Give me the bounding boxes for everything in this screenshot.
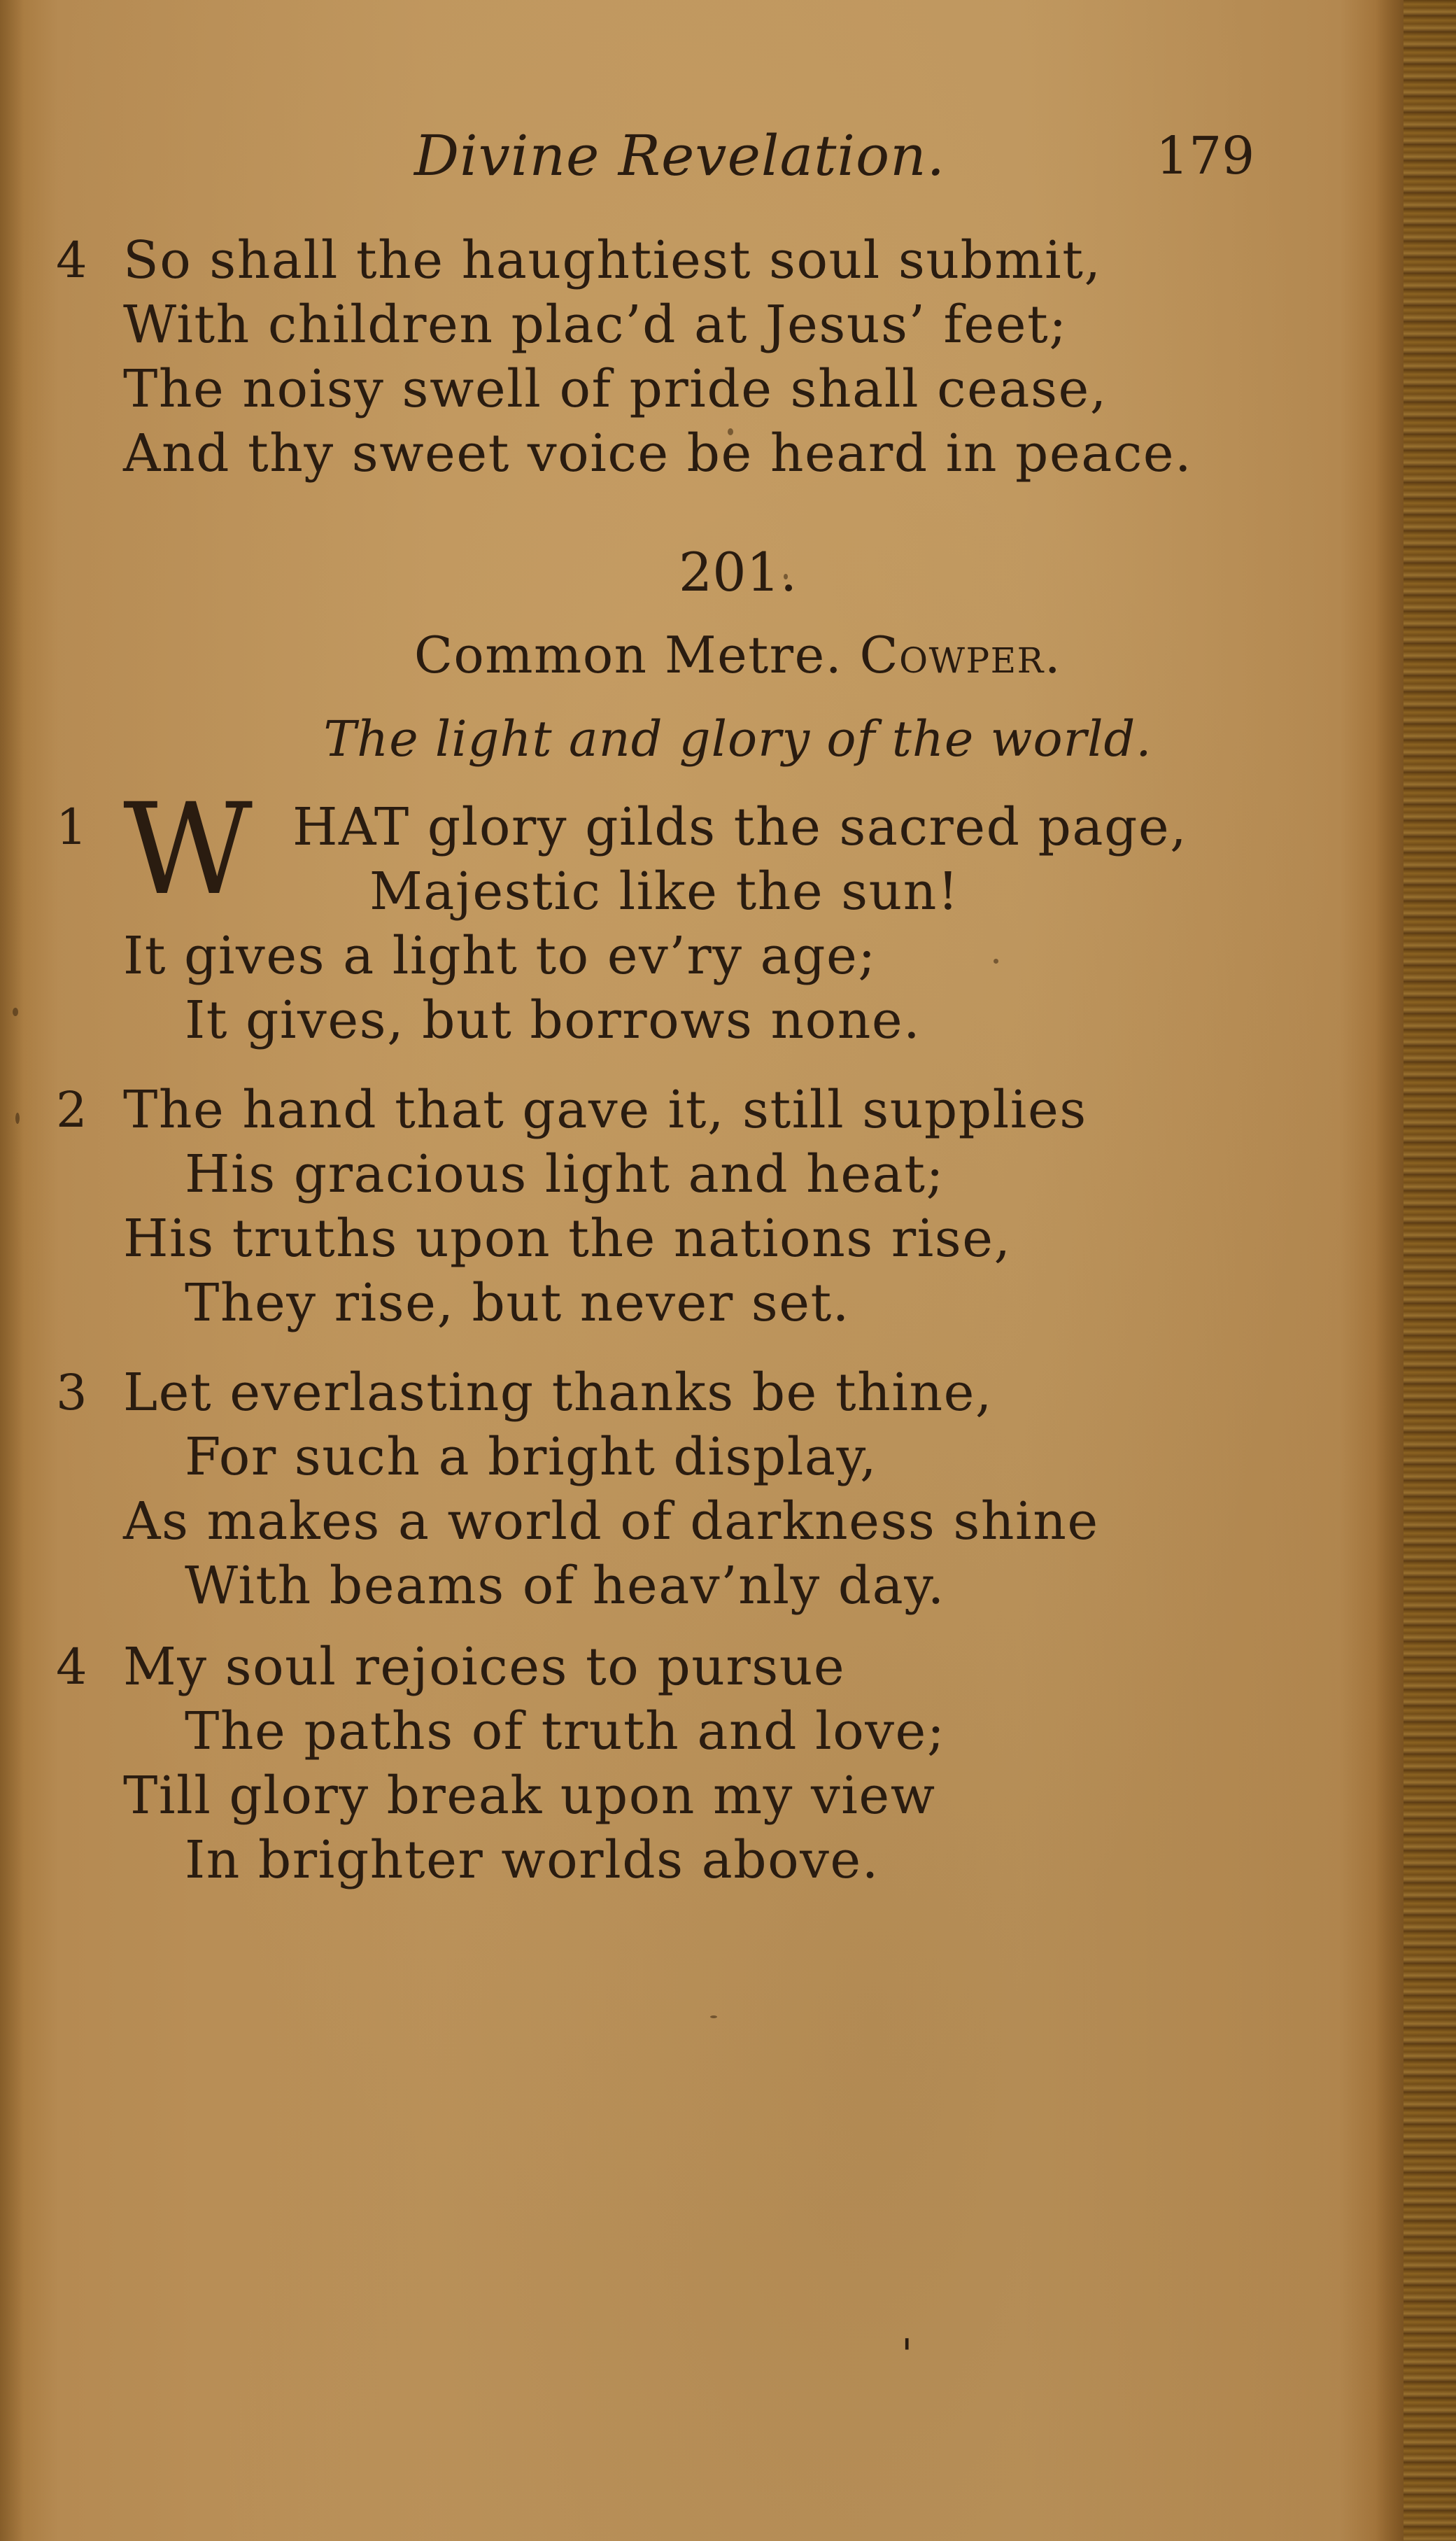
drop-cap: W xyxy=(123,777,249,923)
signature-mark: ' xyxy=(901,2330,913,2379)
verse-line: For such a bright display, xyxy=(185,1427,878,1487)
paper-speck xyxy=(994,959,998,964)
page-gutter-shadow xyxy=(0,0,24,2541)
verse-line: And thy sweet voice be heard in peace. xyxy=(123,423,1193,484)
page-number: 179 xyxy=(1156,126,1255,186)
page-edge-shade xyxy=(1376,0,1404,2541)
verse-line: His truths upon the nations rise, xyxy=(123,1209,1012,1269)
verse-line: So shall the haughtiest soul submit, xyxy=(123,230,1102,290)
verse-line: His gracious light and heat; xyxy=(185,1144,945,1204)
page-header xyxy=(0,118,1456,195)
paper-speck xyxy=(15,1113,20,1124)
hymn-author: Cowper. xyxy=(859,626,1062,684)
verse-line: Majestic like the sun! xyxy=(369,861,960,922)
page-fore-edge xyxy=(1404,0,1456,2541)
hymn-number: 201. xyxy=(678,541,798,603)
hymn-subtitle: The light and glory of the world. xyxy=(323,710,1152,768)
verse-line: They rise, but never set. xyxy=(185,1273,850,1333)
stanza-number: 1 xyxy=(56,798,87,856)
hymn-metre: Common Metre. xyxy=(414,626,843,684)
paper-speck xyxy=(710,2015,717,2018)
stanza-number: 2 xyxy=(56,1081,87,1139)
verse-line: The paths of truth and love; xyxy=(185,1701,946,1761)
verse-line: With beams of heav’nly day. xyxy=(185,1556,945,1616)
paper-speck xyxy=(13,1008,18,1016)
running-head: Divine Revelation. xyxy=(414,123,946,188)
verse-line: Till glory break upon my view xyxy=(123,1766,936,1826)
stanza-number: 4 xyxy=(56,1638,87,1696)
stanza-number: 3 xyxy=(56,1364,87,1421)
stanza-number: 4 xyxy=(56,232,87,289)
verse-line: With children plac’d at Jesus’ feet; xyxy=(123,295,1068,355)
verse-line: HAT glory gilds the sacred page, xyxy=(292,797,1188,857)
hymn-metre-author xyxy=(0,621,1456,689)
verse-line: It gives, but borrows none. xyxy=(185,990,921,1050)
verse-line: Let everlasting thanks be thine, xyxy=(123,1363,993,1423)
verse-line: The noisy swell of pride shall cease, xyxy=(123,359,1108,419)
verse-line: As makes a world of darkness shine xyxy=(123,1491,1099,1551)
verse-line: In brighter worlds above. xyxy=(185,1830,879,1890)
verse-line: It gives a light to ev’ry age; xyxy=(123,926,877,986)
verse-line: The hand that gave it, still supplies xyxy=(123,1080,1087,1140)
verse-line: My soul rejoices to pursue xyxy=(123,1637,846,1697)
